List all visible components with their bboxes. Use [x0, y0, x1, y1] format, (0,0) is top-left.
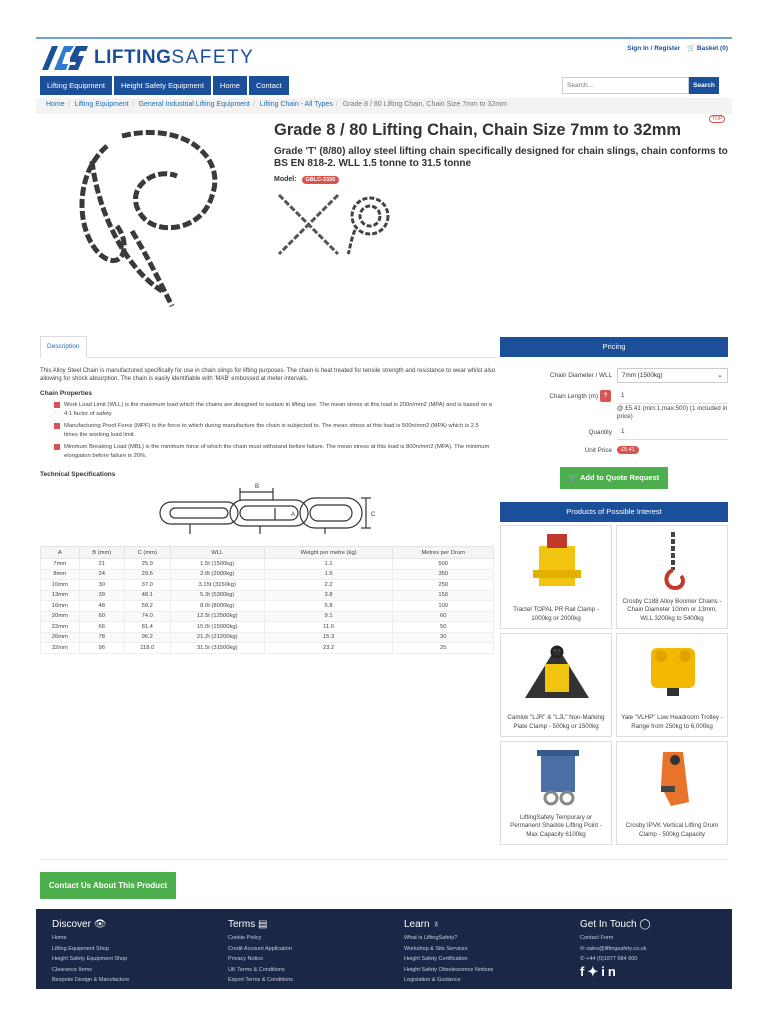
table-cell: 150: [393, 590, 494, 601]
length-input[interactable]: 1: [617, 389, 728, 404]
footer-link[interactable]: Height Safety Equipment Shop: [52, 956, 128, 962]
col-header: WLL: [170, 547, 264, 559]
nav-lifting-equipment[interactable]: Lifting Equipment: [40, 76, 113, 95]
facebook-icon[interactable]: f: [580, 963, 588, 979]
col-header: Weight per metre (kg): [264, 547, 393, 559]
table-cell: 50: [393, 622, 494, 633]
footer-link[interactable]: Cookie Policy: [228, 935, 262, 941]
table-row: [41, 601, 494, 612]
spec-table: [40, 546, 494, 654]
logo-mark-icon: [40, 44, 90, 72]
contact-about-product-button[interactable]: Contact Us About This Product: [40, 872, 176, 899]
product-thumbnail-2[interactable]: [345, 192, 395, 256]
table-cell: 3.8: [264, 590, 393, 601]
table-cell: 2.0t (2000kg): [170, 569, 264, 580]
table-cell: 3.15t (3150kg): [170, 580, 264, 591]
table-cell: 30: [393, 632, 494, 643]
tech-spec-heading: Technical Specifications: [40, 471, 116, 478]
table-cell: 21: [79, 559, 124, 570]
eye-icon: 👁: [93, 919, 107, 930]
table-cell: 20mm: [41, 611, 80, 622]
footer-link[interactable]: Bespoke Design & Manufacture: [52, 977, 130, 983]
table-row: [41, 559, 494, 570]
cart-icon: 🛒: [568, 473, 580, 482]
footer-link[interactable]: Home: [52, 935, 67, 941]
phone-icon: ✆: [580, 956, 587, 962]
drum-clamp-image: [633, 746, 713, 808]
table-row: [41, 590, 494, 601]
table-cell: 7mm: [41, 559, 80, 570]
logo-text: LIFTINGSAFETY: [94, 47, 255, 68]
table-cell: 48: [79, 601, 124, 612]
account-links: [627, 44, 728, 52]
related-product-card[interactable]: [500, 525, 612, 629]
table-cell: 500: [393, 559, 494, 570]
list-item: Manufacturing Proof Force (MPF) is the force to which during manufacture the chain is subjected to. The mean stress at this load is 500n/mm2 (MPA) which is 2.5 times the working load limit.: [54, 422, 494, 439]
social-links: [580, 963, 651, 979]
basket-link[interactable]: Basket (0): [696, 45, 728, 52]
table-cell: 74.0: [124, 611, 170, 622]
table-cell: 60: [393, 611, 494, 622]
list-item: Minimum Breaking Load (MBL) is the minimum force of which the chain must withstand before failure. The mean stress at this load is 800n/mm2 (MPA). The minimum elongation before failure is 20%.: [54, 443, 494, 460]
table-cell: 30: [79, 580, 124, 591]
table-cell: 2.2: [264, 580, 393, 591]
related-heading: Products of Possible Interest: [500, 502, 728, 522]
signin-link[interactable]: Sign In / Register: [627, 45, 681, 52]
table-cell: 25.9: [124, 559, 170, 570]
table-cell: 10mm: [41, 580, 80, 591]
main-nav: [40, 76, 290, 95]
add-to-quote-button[interactable]: 🛒 Add to Quote Request: [560, 467, 668, 489]
footer-heading: Get In Touch: [580, 919, 637, 930]
diagram-label-b: B: [255, 484, 260, 490]
footer-link[interactable]: Workshop & Site Services: [404, 945, 468, 952]
diagram-label-c: C: [371, 512, 376, 518]
related-product-name: Crosby C188 Alloy Boomer Chains - Chain Diameter 10mm or 13mm, WLL 3200kg to 5400kg: [622, 597, 722, 622]
length-label: Chain Length (m): [549, 393, 598, 400]
chevron-down-icon: ⌄: [717, 372, 723, 379]
table-cell: 26mm: [41, 632, 80, 643]
table-row: [41, 569, 494, 580]
top-accent-line: [36, 37, 732, 39]
table-cell: 32mm: [41, 643, 80, 654]
length-note: @ £5.41 (min:1,max:500) (1 included in price): [617, 405, 728, 420]
footer-link[interactable]: Clearance Items: [52, 966, 93, 973]
unit-price-label: Unit Price: [584, 447, 612, 454]
table-cell: 96.2: [124, 632, 170, 643]
related-product-card[interactable]: [616, 525, 728, 629]
footer-discover: [52, 918, 129, 986]
chain-properties-heading: Chain Properties: [40, 390, 93, 397]
crumb-lifting-chain[interactable]: Lifting Chain - All Types: [259, 101, 333, 108]
table-cell: 1.5t (1500kg): [170, 559, 264, 570]
table-cell: 22mm: [41, 622, 80, 633]
footer-get-in-touch: [580, 918, 651, 977]
product-title: Grade 8 / 80 Lifting Chain, Chain Size 7mm to 32mm: [274, 121, 682, 139]
divider: [40, 859, 728, 860]
boomer-chain-image: [633, 530, 713, 592]
document-icon: ▤: [258, 919, 268, 930]
lightbulb-icon: ♁: [432, 919, 440, 930]
chat-icon: ◯: [639, 919, 651, 930]
footer-heading: Discover: [52, 919, 91, 930]
footer-link[interactable]: UK Terms & Conditions: [228, 966, 285, 973]
table-cell: 25: [393, 643, 494, 654]
table-cell: 81.4: [124, 622, 170, 633]
table-cell: 78: [79, 632, 124, 643]
footer-heading: Learn: [404, 919, 430, 930]
search-button[interactable]: Search: [689, 77, 719, 94]
chain-properties-list: [54, 401, 494, 464]
table-row: [41, 580, 494, 591]
rail-clamp-image: [517, 530, 597, 592]
table-row: [41, 643, 494, 654]
table-cell: 100: [393, 601, 494, 612]
model-label: Model:: [274, 176, 297, 183]
footer-link[interactable]: Lifting Equipment Shop: [52, 945, 109, 952]
top-badge: TOP: [709, 115, 725, 123]
table-cell: 15.0t (15000kg): [170, 622, 264, 633]
table-cell: 1.5: [264, 569, 393, 580]
crumb-general-industrial[interactable]: General Industrial Lifting Equipment: [138, 101, 250, 108]
site-logo[interactable]: [40, 44, 254, 72]
twitter-icon[interactable]: ✦: [587, 963, 602, 979]
table-cell: 29.6: [124, 569, 170, 580]
table-cell: 11.0: [264, 622, 393, 633]
crumb-lifting-equipment[interactable]: Lifting Equipment: [74, 101, 129, 108]
model-code-badge: GBLC-3330: [302, 176, 340, 184]
table-row: [41, 622, 494, 633]
list-item: Work Load Limit (WLL) is the maximum load which the chains are designed to sustain in lifting use. The mean stress at this load is 200n/mm2 (MPA) and is based on a 4:1 factor of safety: [54, 401, 494, 418]
basket-icon: 🛒: [687, 45, 696, 52]
related-product-card[interactable]: [500, 741, 612, 845]
related-product-name: Camlok "LJR" & "LJL" Non-Marking Plate Clamp - 500kg or 1500kg: [507, 714, 605, 730]
chain-dimension-diagram: [155, 478, 390, 538]
description-text: This Alloy Steel Chain is manufactured specifically for use in chain slings for lifting purposes. The chain is heat treated for tensile strength and resistance to wear whilst also allowing for shock absorption. The chain is easily identifiable with 'MAB' embossed at meter intervals.: [40, 368, 496, 382]
pricing-heading: Pricing: [500, 337, 728, 357]
related-product-name: Crosby IPVK Vertical Lifting Drum Clamp - 500kg Capacity: [625, 822, 719, 838]
bullet-icon: [54, 423, 60, 429]
footer-learn: [404, 918, 493, 986]
table-cell: 31.5t (31500kg): [170, 643, 264, 654]
table-cell: 24: [79, 569, 124, 580]
footer-link[interactable]: Credit Account Application: [228, 945, 292, 952]
table-cell: 16mm: [41, 601, 80, 612]
envelope-icon: ✉: [580, 945, 587, 952]
diameter-label: Chain Diameter / WLL: [550, 372, 612, 379]
table-cell: 23.2: [264, 643, 393, 654]
related-product-name: LiftingSafety Temporary or Permanent Shackle Lifting Point - Max Capacity 6100kg: [510, 813, 602, 838]
table-cell: 5.3t (5300kg): [170, 590, 264, 601]
table-cell: 250: [393, 580, 494, 591]
table-header-row: [41, 547, 494, 559]
crumb-home[interactable]: Home: [46, 101, 65, 108]
col-header: Metres per Drum: [393, 547, 494, 559]
nav-home[interactable]: Home: [213, 76, 248, 95]
footer-link[interactable]: Contact Form: [580, 935, 614, 941]
diameter-select[interactable]: 7mm (1500kg) ⌄: [617, 368, 728, 383]
footer-link[interactable]: Legislation & Guidance: [404, 977, 461, 983]
related-product-name: Yale "VLHP" Low Headroom Trolley - Range from 250kg to 6,000kg: [621, 714, 723, 730]
table-cell: 15.3: [264, 632, 393, 643]
bullet-icon: [54, 444, 60, 450]
table-cell: 59.2: [124, 601, 170, 612]
table-cell: 39: [79, 590, 124, 601]
related-product-name: Tractel TOPAL PR Rail Clamp - 1000kg or 2000kg: [513, 606, 599, 622]
nav-height-safety[interactable]: Height Safety Equipment: [114, 76, 212, 95]
table-cell: 118.0: [124, 643, 170, 654]
footer-email[interactable]: ✉ sales@liftingsafety.co.uk: [580, 945, 647, 952]
table-row: [41, 632, 494, 643]
col-header: B (mm): [79, 547, 124, 559]
trolley-image: [633, 638, 713, 700]
footer-link[interactable]: Privacy Notice: [228, 956, 264, 962]
plate-clamp-image: [517, 638, 597, 700]
footer-link[interactable]: What is LiftingSafety?: [404, 935, 458, 941]
footer-link[interactable]: Height Safety Obsolescence Notices: [404, 966, 494, 973]
footer-link[interactable]: Height Safety Certification: [404, 956, 468, 962]
footer-heading: Terms: [228, 919, 256, 930]
col-header: C (mm): [124, 547, 170, 559]
model-row: [274, 176, 339, 184]
table-row: [41, 611, 494, 622]
related-product-card[interactable]: [616, 741, 728, 845]
bullet-icon: [54, 402, 60, 408]
table-cell: 1.1: [264, 559, 393, 570]
product-main-image[interactable]: [62, 116, 242, 316]
site-footer: [36, 909, 732, 989]
footer-terms: [228, 918, 293, 986]
footer-link[interactable]: Export Terms & Conditions: [228, 977, 294, 983]
table-cell: 350: [393, 569, 494, 580]
related-product-card[interactable]: [616, 633, 728, 737]
product-thumbnail-1[interactable]: [276, 190, 341, 258]
linkedin-icon[interactable]: in: [601, 963, 619, 979]
table-cell: 12.5t (12500kg): [170, 611, 264, 622]
table-cell: 60: [79, 611, 124, 622]
related-product-card[interactable]: [500, 633, 612, 737]
quantity-label: Quantity: [588, 429, 612, 436]
table-cell: 21.2t (21200kg): [170, 632, 264, 643]
footer-phone[interactable]: ✆ +44 (0)1977 684 600: [580, 956, 638, 962]
length-help-button[interactable]: ?: [600, 390, 611, 402]
breadcrumb: Home / Lifting Equipment / General Industrial Lifting Equipment / Lifting Chain - All Types / Grade 8 / 80 Lifting Chain, Chain Size 7mm to 32mm: [36, 98, 732, 114]
unit-price-badge: £5.41: [617, 446, 639, 454]
table-cell: 13mm: [41, 590, 80, 601]
product-subtitle: Grade 'T' (8/80) alloy steel lifting chain specifically designed for chain slings, chain conforms to BS EN 818-2. WLL 1.5 tonne to 31.5 tonne: [274, 146, 728, 169]
table-cell: 8.0t (8000kg): [170, 601, 264, 612]
table-cell: 8mm: [41, 569, 80, 580]
table-cell: 66: [79, 622, 124, 633]
table-cell: 48.1: [124, 590, 170, 601]
diagram-label-a: A: [291, 512, 296, 518]
shackle-lifting-point-image: [517, 746, 597, 808]
table-cell: 37.0: [124, 580, 170, 591]
table-cell: 96: [79, 643, 124, 654]
nav-contact[interactable]: Contact: [249, 76, 290, 95]
col-header: A: [41, 547, 80, 559]
tab-bar: [40, 336, 496, 358]
table-cell: 5.8: [264, 601, 393, 612]
quantity-input[interactable]: 1: [617, 425, 728, 440]
tab-description[interactable]: Description: [40, 336, 87, 358]
crumb-current: Grade 8 / 80 Lifting Chain, Chain Size 7mm to 32mm: [342, 101, 507, 108]
search-input[interactable]: [562, 77, 689, 94]
table-cell: 9.1: [264, 611, 393, 622]
